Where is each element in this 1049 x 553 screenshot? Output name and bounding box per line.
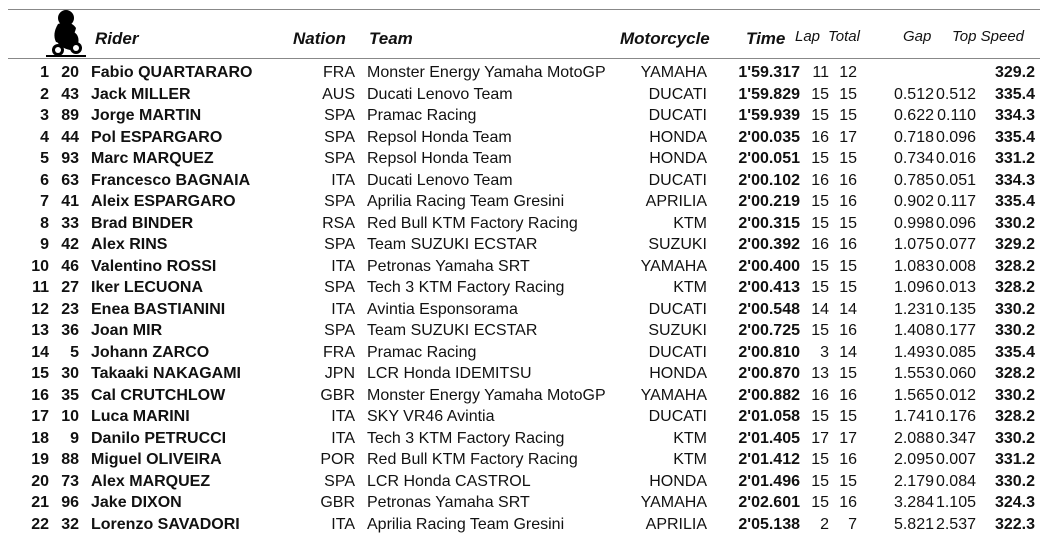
nation-cell: ITA	[331, 300, 355, 318]
rider-name-cell: Johann ZARCO	[91, 343, 210, 361]
nation-cell: FRA	[323, 64, 355, 81]
total-laps-cell: 15	[839, 214, 857, 232]
team-cell: Red Bull KTM Factory Racing	[367, 451, 578, 468]
total-laps-cell: 17	[839, 128, 857, 146]
gap-previous-cell: 0.512	[935, 85, 976, 103]
nation-cell: ITA	[331, 429, 355, 447]
gap-previous-cell: 0.117	[937, 193, 976, 210]
nation-cell: SPA	[324, 279, 355, 296]
top-speed-cell: 334.3	[994, 107, 1035, 124]
gap-cell: 2.095	[893, 451, 934, 468]
team-cell: Team SUZUKI ECSTAR	[367, 236, 538, 253]
motorcycle-cell: KTM	[673, 279, 707, 296]
team-cell: Ducati Lenovo Team	[367, 85, 513, 103]
table-row	[0, 129, 1049, 151]
motorcycle-cell: YAMAHA	[640, 386, 707, 404]
total-laps-cell: 16	[839, 322, 857, 339]
team-cell: Petronas Yamaha SRT	[367, 494, 530, 511]
nation-cell: POR	[320, 451, 355, 468]
position-cell: 14	[31, 343, 49, 361]
total-laps-cell: 12	[839, 64, 857, 81]
rider-name-cell: Lorenzo SAVADORI	[91, 515, 240, 533]
lap-time-cell: 2'01.058	[738, 408, 800, 425]
top-speed-cell: 328.2	[994, 257, 1035, 275]
top-speed-cell: 331.2	[994, 150, 1035, 167]
total-laps-cell: 16	[839, 386, 857, 404]
total-laps-cell: 16	[839, 193, 857, 210]
lap-cell: 15	[811, 451, 829, 468]
nation-cell: GBR	[320, 494, 355, 511]
team-cell: Aprilia Racing Team Gresini	[367, 515, 565, 533]
top-speed-cell: 324.3	[994, 494, 1035, 511]
gap-previous-cell: 0.012	[935, 386, 976, 404]
gap-cell: 2.088	[893, 429, 934, 447]
position-cell: 11	[32, 279, 49, 296]
position-cell: 22	[31, 515, 49, 533]
lap-cell: 15	[811, 257, 829, 275]
lap-cell: 15	[811, 85, 829, 103]
gap-cell: 1.553	[893, 365, 934, 382]
table-row	[0, 516, 1049, 538]
lap-cell: 15	[811, 107, 829, 124]
gap-previous-cell: 0.110	[937, 107, 976, 124]
lap-cell: 15	[811, 279, 829, 296]
gap-previous-cell: 0.007	[935, 451, 976, 468]
table-row	[0, 107, 1049, 129]
top-speed-cell: 335.4	[994, 193, 1035, 210]
lap-time-cell: 2'01.405	[738, 429, 800, 447]
rider-name-cell: Marc MARQUEZ	[91, 150, 214, 167]
rider-name-cell: Joan MIR	[91, 322, 163, 339]
nation-cell: JPN	[324, 365, 355, 382]
gap-previous-cell: 0.060	[935, 365, 976, 382]
rider-name-cell: Danilo PETRUCCI	[91, 429, 227, 447]
gap-cell: 0.718	[893, 128, 934, 146]
rider-number-cell: 36	[61, 322, 79, 339]
total-laps-cell: 15	[839, 150, 857, 167]
rider-name-cell: Jorge MARTIN	[91, 107, 202, 124]
rider-name-cell: Francesco BAGNAIA	[91, 171, 251, 189]
motorcycle-cell: DUCATI	[648, 300, 707, 318]
lap-time-cell: 2'00.400	[738, 257, 800, 275]
lap-time-cell: 2'00.548	[738, 300, 800, 318]
gap-previous-cell: 0.085	[935, 343, 976, 361]
table-row	[0, 236, 1049, 258]
total-laps-cell: 16	[839, 451, 857, 468]
position-cell: 3	[40, 107, 49, 124]
nation-cell: SPA	[324, 322, 355, 339]
lap-cell: 15	[811, 494, 829, 511]
table-row	[0, 258, 1049, 280]
top-speed-cell: 334.3	[994, 171, 1035, 189]
rider-number-cell: 93	[61, 150, 79, 167]
gap-previous-cell: 1.105	[935, 494, 976, 511]
motorcycle-cell: YAMAHA	[640, 494, 707, 511]
motorcycle-cell: APRILIA	[645, 193, 707, 210]
header-top-speed: Top Speed	[952, 28, 1025, 45]
motorcycle-cell: DUCATI	[648, 408, 707, 425]
lap-cell: 17	[811, 429, 829, 447]
position-cell: 16	[31, 386, 49, 404]
top-speed-cell: 330.2	[994, 322, 1035, 339]
gap-cell: 1.096	[893, 279, 934, 296]
team-cell: Tech 3 KTM Factory Racing	[367, 279, 565, 296]
team-cell: Petronas Yamaha SRT	[367, 257, 530, 275]
table-row	[0, 344, 1049, 366]
top-speed-cell: 328.2	[994, 408, 1035, 425]
gap-previous-cell: 0.177	[935, 322, 976, 339]
rider-name-cell: Takaaki NAKAGAMI	[91, 365, 241, 382]
rider-number-cell: 46	[61, 257, 79, 275]
nation-cell: SPA	[324, 128, 355, 146]
team-cell: LCR Honda IDEMITSU	[367, 365, 532, 382]
nation-cell: ITA	[331, 171, 355, 189]
nation-cell: ITA	[331, 257, 355, 275]
total-laps-cell: 16	[839, 494, 857, 511]
gap-cell: 0.512	[893, 85, 934, 103]
rider-number-cell: 32	[61, 515, 79, 533]
top-speed-cell: 329.2	[994, 64, 1035, 81]
gap-previous-cell: 0.135	[935, 300, 976, 318]
gap-previous-cell: 0.176	[935, 408, 976, 425]
header-lap: Lap	[795, 28, 821, 45]
motorcycle-rider-icon	[44, 8, 88, 58]
top-speed-cell: 331.2	[994, 451, 1035, 468]
total-laps-cell: 14	[839, 300, 857, 318]
gap-cell: 3.284	[893, 494, 934, 511]
nation-cell: AUS	[322, 85, 355, 103]
header-top-rule	[8, 9, 1040, 10]
team-cell: Pramac Racing	[367, 107, 477, 124]
lap-cell: 15	[811, 214, 829, 232]
rider-name-cell: Fabio QUARTARARO	[91, 64, 253, 81]
table-row	[0, 86, 1049, 108]
rider-name-cell: Alex MARQUEZ	[91, 472, 211, 490]
motorcycle-cell: SUZUKI	[648, 236, 707, 253]
rider-name-cell: Jake DIXON	[91, 494, 182, 511]
top-speed-cell: 330.2	[994, 386, 1035, 404]
team-cell: Tech 3 KTM Factory Racing	[367, 429, 565, 447]
nation-cell: FRA	[323, 343, 355, 361]
rider-number-cell: 88	[61, 451, 79, 468]
table-row	[0, 387, 1049, 409]
rider-number-cell: 73	[61, 472, 79, 490]
motorcycle-cell: KTM	[673, 214, 707, 232]
rider-number-cell: 33	[61, 214, 79, 232]
nation-cell: SPA	[324, 150, 355, 167]
lap-cell: 15	[811, 193, 829, 210]
rider-name-cell: Iker LECUONA	[91, 279, 204, 296]
total-laps-cell: 16	[839, 236, 857, 253]
lap-time-cell: 2'00.810	[738, 343, 800, 361]
position-cell: 5	[40, 150, 49, 167]
table-row	[0, 301, 1049, 323]
top-speed-cell: 330.2	[994, 429, 1035, 447]
position-cell: 20	[31, 472, 49, 490]
lap-time-cell: 2'00.035	[738, 128, 800, 146]
rider-number-cell: 43	[61, 85, 79, 103]
lap-cell: 16	[811, 128, 829, 146]
gap-cell: 5.821	[893, 515, 934, 533]
nation-cell: GBR	[320, 386, 355, 404]
lap-time-cell: 2'00.413	[738, 279, 800, 296]
team-cell: Repsol Honda Team	[367, 128, 512, 146]
nation-cell: ITA	[331, 408, 355, 425]
lap-cell: 15	[811, 322, 829, 339]
motorcycle-cell: HONDA	[649, 128, 707, 146]
top-speed-cell: 335.4	[994, 128, 1035, 146]
top-speed-cell: 322.3	[994, 515, 1035, 533]
motorcycle-cell: HONDA	[649, 150, 707, 167]
position-cell: 7	[40, 193, 49, 210]
rider-name-cell: Cal CRUTCHLOW	[91, 386, 226, 404]
table-row	[0, 430, 1049, 452]
lap-time-cell: 2'00.725	[738, 322, 800, 339]
rider-name-cell: Pol ESPARGARO	[91, 128, 223, 146]
header-team: Team	[369, 29, 413, 48]
gap-cell: 1.231	[893, 300, 934, 318]
team-cell: Monster Energy Yamaha MotoGP	[367, 386, 606, 404]
rider-number-cell: 96	[61, 494, 79, 511]
rider-number-cell: 35	[61, 386, 79, 404]
position-cell: 1	[40, 64, 49, 81]
rider-number-cell: 41	[61, 193, 79, 210]
table-row	[0, 322, 1049, 344]
gap-cell: 1.083	[893, 257, 934, 275]
motorcycle-cell: DUCATI	[648, 343, 707, 361]
total-laps-cell: 15	[839, 472, 857, 490]
motorcycle-cell: HONDA	[649, 365, 707, 382]
table-row	[0, 172, 1049, 194]
top-speed-cell: 328.2	[994, 365, 1035, 382]
table-row	[0, 150, 1049, 172]
lap-time-cell: 2'01.496	[738, 472, 800, 490]
position-cell: 9	[40, 236, 49, 253]
table-row	[0, 451, 1049, 473]
team-cell: Team SUZUKI ECSTAR	[367, 322, 538, 339]
team-cell: Avintia Esponsorama	[367, 300, 518, 318]
lap-cell: 15	[811, 472, 829, 490]
rider-name-cell: Enea BASTIANINI	[91, 300, 226, 318]
motorcycle-cell: DUCATI	[648, 171, 707, 189]
position-cell: 12	[31, 300, 49, 318]
header-rider: Rider	[95, 29, 139, 48]
total-laps-cell: 17	[839, 429, 857, 447]
gap-cell: 0.622	[893, 107, 934, 124]
total-laps-cell: 15	[839, 107, 857, 124]
nation-cell: ITA	[331, 515, 355, 533]
nation-cell: SPA	[324, 107, 355, 124]
rider-name-cell: Jack MILLER	[91, 85, 191, 103]
gap-cell: 1.493	[893, 343, 934, 361]
lap-time-cell: 2'00.392	[738, 236, 800, 253]
position-cell: 13	[31, 322, 49, 339]
gap-previous-cell: 0.347	[935, 429, 976, 447]
rider-number-cell: 5	[70, 343, 79, 361]
lap-cell: 16	[811, 236, 829, 253]
nation-cell: SPA	[324, 472, 355, 490]
top-speed-cell: 330.2	[994, 472, 1035, 490]
lap-cell: 2	[820, 515, 829, 533]
lap-time-cell: 1'59.939	[738, 107, 800, 124]
gap-cell: 0.734	[893, 150, 934, 167]
rider-number-cell: 89	[61, 107, 79, 124]
total-laps-cell: 15	[839, 257, 857, 275]
rider-number-cell: 27	[61, 279, 79, 296]
gap-previous-cell: 0.096	[935, 128, 976, 146]
gap-cell: 1.565	[893, 386, 934, 404]
position-cell: 8	[40, 214, 49, 232]
motorcycle-cell: HONDA	[649, 472, 707, 490]
top-speed-cell: 329.2	[994, 236, 1035, 253]
table-row	[0, 215, 1049, 237]
gap-previous-cell: 0.084	[935, 472, 976, 490]
team-cell: Ducati Lenovo Team	[367, 171, 513, 189]
position-cell: 6	[40, 171, 49, 189]
position-cell: 10	[31, 257, 49, 275]
header-bottom-rule	[8, 58, 1040, 59]
motorcycle-cell: YAMAHA	[640, 64, 707, 81]
table-row	[0, 473, 1049, 495]
position-cell: 17	[31, 408, 49, 425]
lap-cell: 3	[820, 343, 829, 361]
gap-cell: 1.075	[893, 236, 934, 253]
table-row	[0, 494, 1049, 516]
top-speed-cell: 330.2	[994, 214, 1035, 232]
rider-name-cell: Brad BINDER	[91, 214, 194, 232]
lap-time-cell: 2'05.138	[738, 515, 800, 533]
total-laps-cell: 15	[839, 365, 857, 382]
header-total: Total	[828, 28, 860, 45]
rider-number-cell: 10	[61, 408, 79, 425]
header-nation: Nation	[293, 29, 346, 48]
rider-number-cell: 9	[70, 429, 79, 447]
table-row	[0, 408, 1049, 430]
total-laps-cell: 14	[839, 343, 857, 361]
motorcycle-cell: APRILIA	[645, 515, 707, 533]
team-cell: Repsol Honda Team	[367, 150, 512, 167]
total-laps-cell: 7	[848, 515, 857, 533]
lap-time-cell: 2'00.315	[738, 214, 800, 232]
lap-time-cell: 2'00.219	[738, 193, 800, 210]
rider-number-cell: 42	[61, 236, 79, 253]
table-row	[0, 279, 1049, 301]
lap-time-cell: 1'59.317	[738, 64, 800, 81]
top-speed-cell: 330.2	[994, 300, 1035, 318]
table-row	[0, 193, 1049, 215]
rider-name-cell: Aleix ESPARGARO	[91, 193, 236, 210]
total-laps-cell: 15	[839, 85, 857, 103]
lap-time-cell: 2'02.601	[738, 494, 800, 511]
team-cell: LCR Honda CASTROL	[367, 472, 531, 490]
table-row	[0, 365, 1049, 387]
gap-previous-cell: 0.013	[935, 279, 976, 296]
gap-previous-cell: 0.008	[935, 257, 976, 275]
team-cell: Aprilia Racing Team Gresini	[367, 193, 565, 210]
gap-cell: 0.902	[893, 193, 934, 210]
team-cell: Pramac Racing	[367, 343, 477, 361]
motorcycle-cell: SUZUKI	[648, 322, 707, 339]
lap-time-cell: 2'00.870	[738, 365, 800, 382]
lap-cell: 15	[811, 150, 829, 167]
lap-cell: 14	[811, 300, 829, 318]
lap-cell: 16	[811, 386, 829, 404]
lap-cell: 16	[811, 171, 829, 189]
rider-number-cell: 20	[61, 64, 79, 81]
gap-cell: 2.179	[893, 472, 934, 490]
motorcycle-cell: KTM	[673, 429, 707, 447]
lap-cell: 15	[811, 408, 829, 425]
gap-previous-cell: 0.051	[935, 171, 976, 189]
top-speed-cell: 328.2	[994, 279, 1035, 296]
team-cell: SKY VR46 Avintia	[367, 408, 495, 425]
rider-number-cell: 63	[61, 171, 79, 189]
gap-previous-cell: 0.077	[935, 236, 976, 253]
lap-cell: 11	[812, 64, 829, 81]
gap-cell: 0.785	[893, 171, 934, 189]
total-laps-cell: 16	[839, 171, 857, 189]
nation-cell: SPA	[324, 193, 355, 210]
gap-cell: 1.408	[893, 322, 934, 339]
motorcycle-cell: YAMAHA	[640, 257, 707, 275]
gap-previous-cell: 0.096	[935, 214, 976, 232]
position-cell: 4	[40, 128, 49, 146]
lap-time-cell: 1'59.829	[738, 85, 800, 103]
header-gap: Gap	[903, 28, 932, 45]
lap-time-cell: 2'00.102	[738, 171, 800, 189]
top-speed-cell: 335.4	[994, 85, 1035, 103]
gap-cell: 1.741	[893, 408, 934, 425]
top-speed-cell: 335.4	[994, 343, 1035, 361]
gap-cell: 0.998	[893, 214, 934, 232]
position-cell: 19	[31, 451, 49, 468]
motorcycle-cell: DUCATI	[648, 85, 707, 103]
rider-number-cell: 30	[61, 365, 79, 382]
rider-number-cell: 23	[61, 300, 79, 318]
header-time: Time	[746, 29, 786, 48]
motorcycle-cell: KTM	[673, 451, 707, 468]
position-cell: 15	[31, 365, 49, 382]
lap-time-cell: 2'01.412	[738, 451, 800, 468]
rider-name-cell: Miguel OLIVEIRA	[91, 451, 222, 468]
total-laps-cell: 15	[839, 279, 857, 296]
motorcycle-cell: DUCATI	[648, 107, 707, 124]
table-row	[0, 64, 1049, 86]
position-cell: 21	[31, 494, 49, 511]
header-motorcycle: Motorcycle	[620, 29, 710, 48]
rider-name-cell: Valentino ROSSI	[91, 257, 217, 275]
total-laps-cell: 15	[839, 408, 857, 425]
nation-cell: RSA	[322, 214, 355, 232]
team-cell: Red Bull KTM Factory Racing	[367, 214, 578, 232]
position-cell: 2	[40, 85, 49, 103]
rider-name-cell: Alex RINS	[91, 236, 168, 253]
position-cell: 18	[31, 429, 49, 447]
lap-time-cell: 2'00.882	[738, 386, 800, 404]
lap-time-cell: 2'00.051	[738, 150, 800, 167]
rider-name-cell: Luca MARINI	[91, 408, 190, 425]
team-cell: Monster Energy Yamaha MotoGP	[367, 64, 606, 81]
rider-number-cell: 44	[61, 128, 79, 146]
gap-previous-cell: 0.016	[935, 150, 976, 167]
gap-previous-cell: 2.537	[935, 515, 976, 533]
lap-cell: 13	[811, 365, 829, 382]
nation-cell: SPA	[324, 236, 355, 253]
